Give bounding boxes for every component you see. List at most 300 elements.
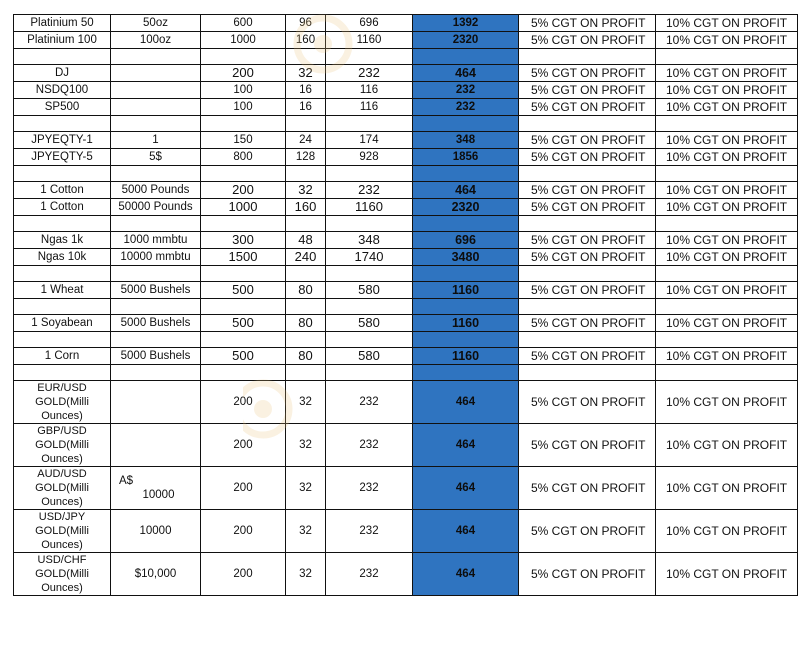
cell-text: 1000 [230, 34, 256, 46]
cgt-5-cell [519, 348, 656, 365]
cell-text: 1 Corn [44, 350, 80, 362]
margin-cell [201, 467, 286, 510]
cell-text: 10% CGT ON PROFIT [666, 250, 788, 264]
margin-cell [201, 132, 286, 149]
cgt-10-cell [656, 82, 798, 99]
instrument-cell [14, 510, 111, 553]
cell-text: 10% CGT ON PROFIT [666, 438, 788, 452]
cgt-5-cell [519, 365, 656, 381]
fee-cell [286, 149, 326, 166]
table-row [14, 199, 798, 216]
highlight-value-cell [413, 510, 519, 553]
cgt-10-cell [656, 116, 798, 132]
contract-size-cell [111, 315, 201, 332]
cell-text: 200 [233, 439, 253, 451]
instrument-cell [14, 49, 111, 65]
table-row [14, 82, 798, 99]
cell-text: 5% CGT ON PROFIT [531, 83, 646, 97]
cgt-5-cell [519, 182, 656, 199]
cell-line: GOLD(Milli [35, 568, 89, 580]
cell-text: 200 [233, 396, 253, 408]
cell-text: 1 [152, 134, 159, 146]
margin-cell [201, 348, 286, 365]
highlight-value-cell [413, 315, 519, 332]
total-cell [326, 149, 413, 166]
cell-text: 50000 Pounds [118, 201, 193, 213]
margin-cell [201, 99, 286, 116]
contract-size-cell [111, 424, 201, 467]
cell-text: 10% CGT ON PROFIT [666, 349, 788, 363]
cell-text: 2320 [452, 34, 479, 46]
instrument-cell [14, 381, 111, 424]
highlight-value-cell [413, 232, 519, 249]
cell-text: 232 [359, 482, 379, 494]
cgt-5-cell [519, 332, 656, 348]
total-cell [326, 249, 413, 266]
highlight-value-cell [413, 82, 519, 99]
cell-text: 96 [299, 17, 312, 29]
cell-text: 1500 [228, 249, 258, 264]
cell-text: JPYEQTY-5 [31, 151, 93, 163]
margin-cell [201, 315, 286, 332]
cell-text: 5000 Bushels [120, 317, 191, 329]
instrument-cell [14, 365, 111, 381]
cell-text: 5% CGT ON PROFIT [531, 150, 646, 164]
contract-size-cell [111, 266, 201, 282]
cgt-5-cell [519, 467, 656, 510]
cell-text: 240 [294, 249, 317, 264]
cell-text: 80 [298, 348, 313, 363]
highlight-value-cell [413, 116, 519, 132]
cell-text: 300 [232, 232, 254, 247]
cell-text: 200 [233, 568, 253, 580]
cell-line: EUR/USD [37, 382, 87, 394]
table-spacer-row [14, 299, 798, 315]
margin-cell [201, 65, 286, 82]
margin-cell [201, 32, 286, 49]
cgt-5-cell [519, 381, 656, 424]
highlight-value-cell [413, 266, 519, 282]
instrument-cell [14, 82, 111, 99]
table-spacer-row [14, 365, 798, 381]
cell-line: GOLD(Milli [35, 482, 89, 494]
fee-cell [286, 266, 326, 282]
cell-line: USD/CHF [37, 554, 87, 566]
cell-text: 1160 [451, 349, 480, 363]
contract-size-cell [111, 99, 201, 116]
cgt-5-cell [519, 116, 656, 132]
fee-cell [286, 32, 326, 49]
cell-text: 1160 [355, 199, 383, 214]
cgt-10-cell [656, 132, 798, 149]
cgt-5-cell [519, 249, 656, 266]
table-row [14, 282, 798, 299]
cell-text: 80 [298, 315, 313, 330]
cell-text: 10% CGT ON PROFIT [666, 524, 788, 538]
instrument-cell [14, 65, 111, 82]
cell-text: Platinium 50 [30, 17, 94, 29]
cell-text: 2320 [451, 200, 480, 214]
fee-cell [286, 348, 326, 365]
cell-text: 10% CGT ON PROFIT [666, 16, 788, 30]
cgt-5-cell [519, 15, 656, 32]
cell-line: GOLD(Milli [35, 396, 89, 408]
cell-text: 32 [299, 482, 312, 494]
total-cell [326, 315, 413, 332]
total-cell [326, 381, 413, 424]
fee-cell [286, 467, 326, 510]
cell-text: 580 [358, 315, 380, 330]
instrument-cell [14, 332, 111, 348]
highlight-value-cell [413, 553, 519, 596]
highlight-value-cell [413, 381, 519, 424]
contract-size-cell [111, 232, 201, 249]
highlight-value-cell [413, 332, 519, 348]
table-spacer-row [14, 332, 798, 348]
cell-text: 1 Soyabean [31, 317, 93, 329]
cell-text: 48 [298, 232, 313, 247]
cell-text: 150 [233, 134, 253, 146]
table-spacer-row [14, 166, 798, 182]
table-spacer-row [14, 116, 798, 132]
instrument-cell [14, 315, 111, 332]
cell-text: 5% CGT ON PROFIT [531, 100, 646, 114]
instrument-cell [14, 182, 111, 199]
table-row [14, 249, 798, 266]
cell-text: 10% CGT ON PROFIT [666, 233, 788, 247]
margin-cell [201, 249, 286, 266]
cgt-10-cell [656, 282, 798, 299]
cgt-5-cell [519, 82, 656, 99]
fee-cell [286, 249, 326, 266]
instrument-cell [14, 299, 111, 315]
margin-cell [201, 216, 286, 232]
cell-text: 600 [233, 17, 253, 29]
contract-size-cell [111, 299, 201, 315]
cell-text: 16 [299, 101, 312, 113]
cell-text: 10000 [139, 525, 172, 537]
cell-line: A$ [119, 475, 134, 487]
cell-text: 232 [455, 101, 476, 113]
highlight-value-cell [413, 15, 519, 32]
cell-text: DJ [54, 67, 70, 79]
total-cell [326, 32, 413, 49]
cell-line: 10000 [142, 489, 175, 501]
highlight-value-cell [413, 65, 519, 82]
cell-text: 5% CGT ON PROFIT [531, 395, 646, 409]
cgt-10-cell [656, 232, 798, 249]
cell-line: AUD/USD [37, 468, 87, 480]
cell-text: 32 [299, 525, 312, 537]
cell-text: 32 [298, 182, 313, 197]
instrument-cell [14, 348, 111, 365]
cell-text: 116 [359, 84, 379, 96]
cell-text: 200 [232, 182, 254, 197]
instrument-cell [14, 15, 111, 32]
cell-text: 1160 [356, 34, 382, 46]
cell-text: JPYEQTY-1 [31, 134, 93, 146]
cell-text: 5% CGT ON PROFIT [531, 438, 646, 452]
cgt-5-cell [519, 199, 656, 216]
cell-text: 100 [233, 101, 253, 113]
cell-line: Ounces) [41, 496, 83, 508]
cell-text: 5% CGT ON PROFIT [531, 33, 646, 47]
cell-text: 1000 mmbtu [123, 234, 188, 246]
cgt-5-cell [519, 166, 656, 182]
cgt-5-cell [519, 315, 656, 332]
cgt-10-cell [656, 249, 798, 266]
contract-size-cell [111, 199, 201, 216]
contract-table-container [13, 14, 798, 596]
instrument-cell [14, 232, 111, 249]
cell-text: 500 [232, 282, 254, 297]
highlight-value-cell [413, 424, 519, 467]
table-row [14, 149, 798, 166]
cell-text: 10% CGT ON PROFIT [666, 183, 788, 197]
margin-cell [201, 365, 286, 381]
cgt-10-cell [656, 510, 798, 553]
fee-cell [286, 232, 326, 249]
margin-cell [201, 282, 286, 299]
fee-cell [286, 82, 326, 99]
cell-text: 100oz [139, 34, 172, 46]
cgt-10-cell [656, 365, 798, 381]
contract-size-cell [111, 553, 201, 596]
contract-size-cell [111, 182, 201, 199]
cell-text: 464 [455, 482, 476, 494]
margin-cell [201, 266, 286, 282]
highlight-value-cell [413, 99, 519, 116]
total-cell [326, 116, 413, 132]
cgt-10-cell [656, 166, 798, 182]
highlight-value-cell [413, 132, 519, 149]
margin-cell [201, 424, 286, 467]
margin-cell [201, 149, 286, 166]
cgt-5-cell [519, 32, 656, 49]
cgt-10-cell [656, 424, 798, 467]
fee-cell [286, 424, 326, 467]
total-cell [326, 348, 413, 365]
cell-text: 10% CGT ON PROFIT [666, 150, 788, 164]
cell-text: 580 [358, 348, 380, 363]
fee-cell [286, 553, 326, 596]
fee-cell [286, 510, 326, 553]
cell-text: 32 [298, 65, 313, 80]
highlight-value-cell [413, 32, 519, 49]
highlight-value-cell [413, 49, 519, 65]
cgt-10-cell [656, 65, 798, 82]
fee-cell [286, 182, 326, 199]
margin-cell [201, 299, 286, 315]
highlight-value-cell [413, 348, 519, 365]
cell-text: 10% CGT ON PROFIT [666, 33, 788, 47]
instrument-cell [14, 249, 111, 266]
cgt-10-cell [656, 315, 798, 332]
cell-text: 464 [455, 568, 476, 580]
total-cell [326, 553, 413, 596]
instrument-cell [14, 166, 111, 182]
cell-text: 10% CGT ON PROFIT [666, 100, 788, 114]
table-row [14, 15, 798, 32]
table-row [14, 348, 798, 365]
instrument-cell [14, 149, 111, 166]
cell-text: 1392 [452, 17, 479, 29]
contract-size-cell [111, 49, 201, 65]
cell-text: 5000 Bushels [120, 284, 191, 296]
instrument-cell [14, 553, 111, 596]
highlight-value-cell [413, 365, 519, 381]
cell-text: 80 [298, 282, 313, 297]
cell-text: 16 [299, 84, 312, 96]
cell-text: 5% CGT ON PROFIT [531, 183, 646, 197]
margin-cell [201, 553, 286, 596]
cell-text: 696 [455, 233, 476, 247]
cell-text: 5% CGT ON PROFIT [531, 316, 646, 330]
cell-text: 5000 Pounds [121, 184, 190, 196]
contract-size-cell [111, 381, 201, 424]
highlight-value-cell [413, 467, 519, 510]
cgt-5-cell [519, 266, 656, 282]
cell-text: 5% CGT ON PROFIT [531, 16, 646, 30]
total-cell [326, 65, 413, 82]
cell-text: 1 Cotton [40, 184, 84, 196]
cell-text: 5$ [149, 151, 162, 163]
cell-text: 464 [455, 66, 476, 80]
instrument-cell [14, 132, 111, 149]
table-row [14, 510, 798, 553]
cell-text: 232 [359, 568, 379, 580]
cell-text: 464 [455, 396, 476, 408]
cell-text: 5% CGT ON PROFIT [531, 481, 646, 495]
fee-cell [286, 282, 326, 299]
fee-cell [286, 315, 326, 332]
cell-text: 10% CGT ON PROFIT [666, 316, 788, 330]
cell-line: Ounces) [41, 453, 83, 465]
total-cell [326, 82, 413, 99]
instrument-cell [14, 99, 111, 116]
cell-text: 10% CGT ON PROFIT [666, 395, 788, 409]
fee-cell [286, 332, 326, 348]
cell-line: GBP/USD [37, 425, 87, 437]
total-cell [326, 49, 413, 65]
fee-cell [286, 381, 326, 424]
cell-text: 100 [233, 84, 253, 96]
margin-cell [201, 166, 286, 182]
cell-text: 696 [359, 17, 379, 29]
contract-size-cell [111, 282, 201, 299]
fee-cell [286, 299, 326, 315]
contract-size-cell [111, 149, 201, 166]
total-cell [326, 282, 413, 299]
contract-size-cell [111, 132, 201, 149]
table-spacer-row [14, 49, 798, 65]
table-row [14, 182, 798, 199]
cell-text: 5% CGT ON PROFIT [531, 66, 646, 80]
cell-text: SP500 [44, 101, 80, 113]
cell-text: 128 [295, 151, 316, 163]
cgt-5-cell [519, 65, 656, 82]
contract-size-cell [111, 116, 201, 132]
cell-text: 1856 [452, 151, 479, 163]
cell-text: 5% CGT ON PROFIT [531, 524, 646, 538]
contract-size-cell [111, 82, 201, 99]
cell-text: 10000 mmbtu [120, 251, 191, 263]
margin-cell [201, 116, 286, 132]
cell-text: 500 [232, 315, 254, 330]
fee-cell [286, 99, 326, 116]
total-cell [326, 182, 413, 199]
cell-text: NSDQ100 [35, 84, 89, 96]
cell-text: 10% CGT ON PROFIT [666, 481, 788, 495]
cell-text: 200 [233, 482, 253, 494]
cell-text: 32 [299, 568, 312, 580]
cell-text: 10% CGT ON PROFIT [666, 83, 788, 97]
contract-size-cell [111, 166, 201, 182]
cell-text: 928 [359, 151, 379, 163]
cell-text: $10,000 [134, 568, 177, 580]
instrument-cell [14, 424, 111, 467]
contract-size-cell [111, 510, 201, 553]
cgt-5-cell [519, 149, 656, 166]
cgt-10-cell [656, 553, 798, 596]
fee-cell [286, 216, 326, 232]
contract-size-cell [111, 332, 201, 348]
cell-text: 5% CGT ON PROFIT [531, 283, 646, 297]
cell-text: 10% CGT ON PROFIT [666, 200, 788, 214]
cell-text: 200 [233, 525, 253, 537]
cgt-10-cell [656, 266, 798, 282]
cgt-5-cell [519, 299, 656, 315]
cgt-10-cell [656, 99, 798, 116]
cell-text: Ngas 1k [40, 234, 84, 246]
margin-cell [201, 49, 286, 65]
cell-text: 174 [359, 134, 379, 146]
cell-text: 232 [455, 84, 476, 96]
cell-text: 500 [232, 348, 254, 363]
highlight-value-cell [413, 216, 519, 232]
margin-cell [201, 332, 286, 348]
cell-text: 1740 [354, 249, 384, 264]
cgt-10-cell [656, 199, 798, 216]
cell-line: GOLD(Milli [35, 525, 89, 537]
fee-cell [286, 199, 326, 216]
cell-text: 32 [299, 439, 312, 451]
contract-size-cell [111, 216, 201, 232]
total-cell [326, 166, 413, 182]
cell-line: Ounces) [41, 539, 83, 551]
cgt-10-cell [656, 149, 798, 166]
table-row [14, 467, 798, 510]
cell-line: USD/JPY [38, 511, 86, 523]
instrument-cell [14, 282, 111, 299]
margin-cell [201, 232, 286, 249]
contract-size-cell [111, 32, 201, 49]
total-cell [326, 332, 413, 348]
total-cell [326, 510, 413, 553]
cell-text: 5% CGT ON PROFIT [531, 349, 646, 363]
margin-cell [201, 182, 286, 199]
cgt-10-cell [656, 381, 798, 424]
cell-text: 116 [359, 101, 379, 113]
cell-text: 348 [455, 134, 476, 146]
cell-text: 5% CGT ON PROFIT [531, 233, 646, 247]
cell-text: 3480 [451, 250, 480, 264]
cell-text: 5% CGT ON PROFIT [531, 200, 646, 214]
total-cell [326, 15, 413, 32]
cell-text: 32 [299, 396, 312, 408]
table-spacer-row [14, 216, 798, 232]
fee-cell [286, 132, 326, 149]
